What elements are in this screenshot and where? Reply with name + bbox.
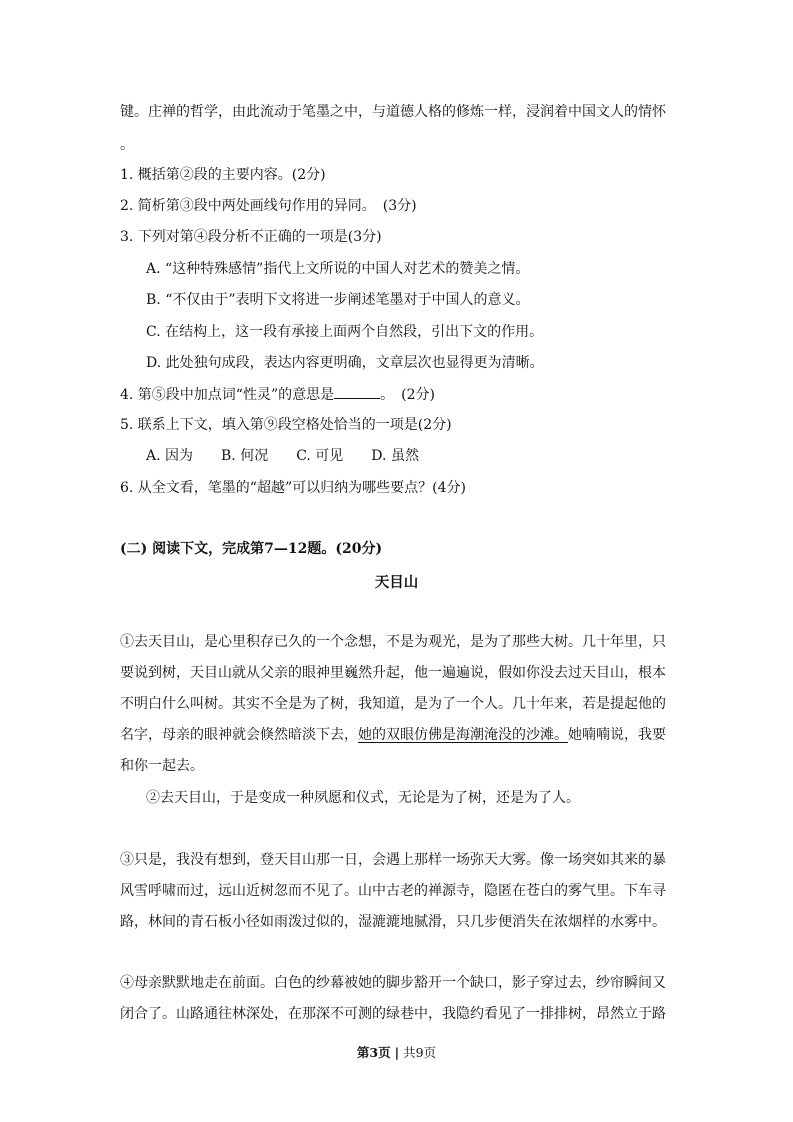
intro-line-2: 。 <box>120 137 134 153</box>
footer-separator: | <box>394 1045 400 1060</box>
paragraph-1-text-end: 她喃喃说，我要 <box>568 727 666 743</box>
question-1: 1. 概括第②段的主要内容。(2分) <box>120 167 326 183</box>
question-3-option-c: C. 在结构上，这一段有承接上面两个自然段，引出下文的作用。 <box>146 324 544 340</box>
question-4-score: 。 (2分) <box>380 387 435 403</box>
question-3-option-d: D. 此处独句成段，表达内容更明确，文章层次也显得更为清晰。 <box>146 355 544 371</box>
article-title: 天目山 <box>374 574 419 591</box>
paragraph-2: ②去天目山，于是变成一种夙愿和仪式，无论是为了树，还是为了人。 <box>146 790 580 806</box>
page-total: 共9页 <box>403 1045 437 1060</box>
paragraph-1-line-3: 不明白什么叫树。其实不全是为了树，我知道，是为了一个人。几十年来，若是提起他的 <box>120 696 666 712</box>
paragraph-1-line-1: ①去天目山，是心里积存已久的一个念想，不是为观光，是为了那些大树。几十年里，只 <box>120 634 666 650</box>
answer-blank <box>334 385 380 399</box>
paragraph-3-line-1: ③只是，我没有想到，登天目山那一日，会遇上那样一场弥天大雾。像一场突如其来的暴 <box>120 852 666 868</box>
question-4 <box>120 385 435 404</box>
paragraph-3-line-2: 风雪呼啸而过，远山近树忽而不见了。山中古老的禅源寺，隐匿在苍白的雾气里。下车寻 <box>120 883 666 899</box>
paragraph-1-text: 名字，母亲的眼神就会倏然暗淡下去， <box>120 727 358 743</box>
question-5-options: A. 因为 B. 何况 C. 可见 D. 虽然 <box>146 448 419 464</box>
paragraph-3-line-3: 路，林间的青石板小径如雨泼过似的，湿漉漉地腻滑，只几步便消失在浓烟样的水雾中。 <box>120 914 666 930</box>
question-5-stem: 5. 联系上下文，填入第⑨段空格处恰当的一项是(2分) <box>120 417 452 433</box>
section-header: (二) 阅读下文，完成第7—12题。(20分) <box>120 541 383 557</box>
paragraph-1-line-2: 要说到树，天目山就从父亲的眼神里巍然升起，他一遍遍说，假如你没去过天目山，根本 <box>120 665 666 681</box>
paragraph-4-line-2: 闭合了。山路通往林深处，在那深不可测的绿巷中，我隐约看见了一排排树，昂然立于路 <box>120 1006 666 1022</box>
question-3-stem: 3. 下列对第④段分析不正确的一项是(3分) <box>120 229 382 245</box>
question-3-option-b: B. “不仅由于”表明下文将进一步阐述笔墨对于中国人的意义。 <box>146 292 530 308</box>
paragraph-1-line-4 <box>120 726 666 744</box>
question-3-option-a: A. “这种特殊感情”指代上文所说的中国人对艺术的赞美之情。 <box>146 261 530 277</box>
question-4-text: 4. 第⑤段中加点词“性灵”的意思是 <box>120 387 335 403</box>
page-number: 第3页 <box>356 1045 391 1060</box>
page-footer <box>0 1043 793 1061</box>
paragraph-4-line-1: ④母亲默默地走在前面。白色的纱幕被她的脚步豁开一个缺口，影子穿过去，纱帘瞬间又 <box>120 975 666 991</box>
question-6: 6. 从全文看，笔墨的“超越”可以归纳为哪些要点？(4分) <box>120 480 466 496</box>
intro-line-1: 键。庄禅的哲学，由此流动于笔墨之中，与道德人格的修炼一样，浸润着中国文人的情怀 <box>120 104 666 120</box>
underlined-sentence: 她的双眼仿佛是海潮淹没的沙滩。 <box>358 727 568 743</box>
paragraph-1-line-5: 和你一起去。 <box>120 758 204 774</box>
question-2: 2. 简析第③段中两处画线句作用的异同。 (3分) <box>120 198 417 214</box>
